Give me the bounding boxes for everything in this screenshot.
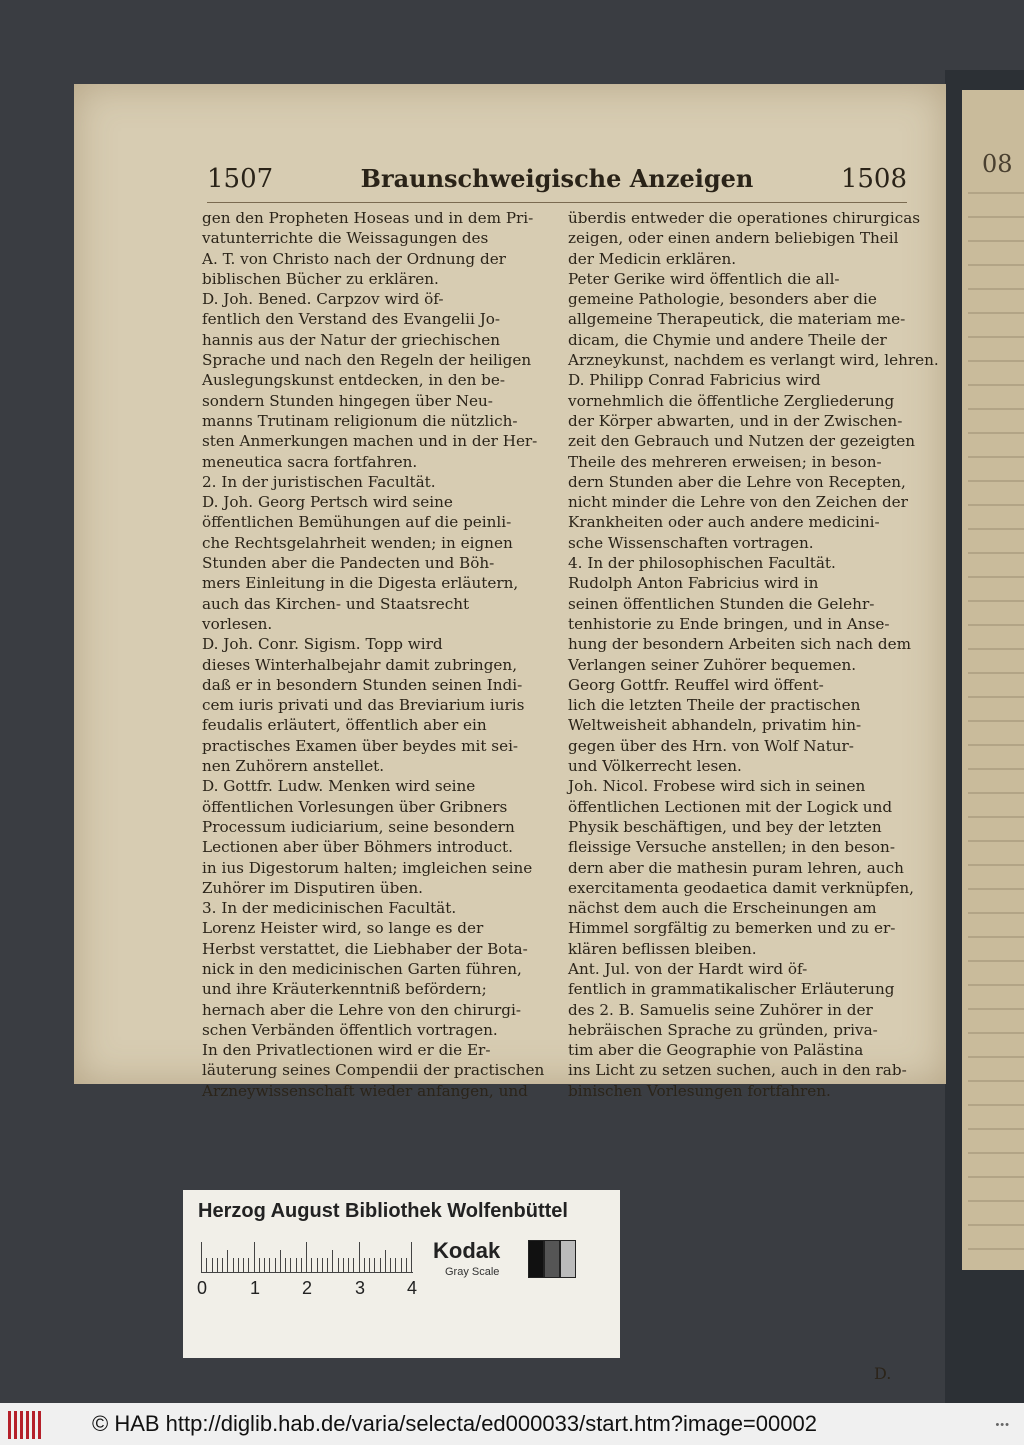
library-name: Herzog August Bibliothek Wolfenbüttel	[198, 1200, 568, 1222]
text-line: D. Joh. Bened. Carpzov wird öf-	[202, 290, 444, 309]
text-line: vatunterrichte die Weissagungen des	[202, 229, 489, 248]
copyright-link[interactable]: © HAB http://diglib.hab.de/varia/selecta/ed000033/start.htm?image=00002	[92, 1411, 817, 1436]
scale-tick	[364, 1258, 365, 1272]
scale-tick	[359, 1242, 360, 1272]
text-line: lich die letzten Theile der practischen	[568, 696, 861, 715]
text-line: Lorenz Heister wird, so lange es der	[202, 919, 484, 938]
text-line: Ant. Jul. von der Hardt wird öf-	[568, 959, 808, 978]
text-line: 4. In der philosophischen Facultät.	[568, 554, 836, 573]
scale-tick	[348, 1258, 349, 1272]
scale-tick	[264, 1258, 265, 1272]
text-line: Zuhörer im Disputiren üben.	[202, 878, 423, 897]
scale-number: 0	[197, 1278, 208, 1298]
text-line: hernach aber die Lehre von den chirurgi-	[202, 1000, 521, 1019]
scale-tick	[243, 1258, 244, 1272]
text-line: vornehmlich die öffentliche Zergliederung	[568, 391, 895, 410]
scale-tick	[322, 1258, 323, 1272]
text-line: auch das Kirchen- und Staatsrecht	[202, 594, 470, 613]
text-line: D. Joh. Georg Pertsch wird seine	[202, 493, 453, 512]
text-line: fentlich den Verstand des Evangelii Jo-	[202, 310, 501, 329]
text-line: des 2. B. Samuelis seine Zuhörer in der	[568, 1000, 873, 1019]
text-line: practisches Examen über beydes mit sei-	[202, 736, 519, 755]
text-line: öffentlichen Bemühungen auf die peinli-	[202, 513, 512, 532]
scale-tick	[233, 1258, 234, 1272]
scale-tick	[275, 1258, 276, 1272]
text-line: D. Gottfr. Ludw. Menken wird seine	[202, 777, 476, 796]
text-line: fleissige Versuche anstellen; in den beson-	[568, 838, 895, 857]
text-line: D. Philipp Conrad Fabricius wird	[568, 371, 821, 390]
text-line: exercitamenta geodaetica damit verknüpfen,	[568, 878, 914, 897]
text-line: dicam, die Chymie und andere Theile der	[568, 330, 887, 349]
text-line: Sprache und nach den Regeln der heiligen	[202, 351, 532, 370]
text-line: feudalis erläutert, öffentlich aber ein	[202, 716, 487, 735]
scale-tick	[254, 1242, 255, 1272]
text-line: sondern Stunden hingegen über Neu-	[202, 391, 493, 410]
text-line: ins Licht zu setzen suchen, auch in den rab-	[568, 1061, 907, 1080]
text-line: Verlangen seiner Zuhörer bequemen.	[568, 655, 857, 674]
scale-tick	[338, 1258, 339, 1272]
facing-page-text-shadow	[968, 170, 1024, 1270]
scale-tick	[217, 1258, 218, 1272]
gray-scale-label: Gray Scale	[445, 1266, 500, 1278]
scale-tick	[222, 1258, 223, 1272]
measuring-scale	[201, 1240, 413, 1273]
text-line: Arzneykunst, nachdem es verlangt wird, lehren.	[568, 351, 939, 370]
scale-tick	[406, 1258, 407, 1272]
scale-tick	[353, 1258, 354, 1272]
text-line: schen Verbänden öffentlich vortragen.	[202, 1020, 498, 1039]
text-line: gegen über des Hrn. von Wolf Natur-	[568, 736, 854, 755]
text-line: Peter Gerike wird öffentlich die all-	[568, 269, 840, 288]
text-line: Theile des mehreren erweisen; in beson-	[568, 452, 882, 471]
scale-tick	[327, 1258, 328, 1272]
scale-number: 2	[302, 1278, 313, 1298]
text-line: sten Anmerkungen machen und in der Her-	[202, 432, 538, 451]
text-line: 3. In der medicinischen Facultät.	[202, 899, 457, 918]
scale-tick	[343, 1258, 344, 1272]
text-line: Auslegungskunst entdecken, in den be-	[202, 371, 506, 390]
right-page-number: 1508	[840, 164, 907, 194]
text-line: D. Joh. Conr. Sigism. Topp wird	[202, 635, 443, 654]
kodak-logo: Kodak	[433, 1238, 501, 1263]
scale-tick	[206, 1258, 207, 1272]
text-line: in ius Digestorum halten; imgleichen seine	[202, 858, 533, 877]
gray-patch-black	[528, 1240, 544, 1278]
text-line: dieses Winterhalbejahr damit zubringen,	[202, 655, 518, 674]
hab-logo-icon	[8, 1411, 46, 1439]
text-line: gen den Propheten Hoseas und in dem Pri-	[202, 209, 534, 227]
text-line: nick in den medicinischen Garten führen,	[202, 959, 522, 978]
text-line: Stunden aber die Pandecten und Böh-	[202, 554, 495, 573]
scale-tick	[248, 1258, 249, 1272]
text-line: cem iuris privati und das Breviarium iuris	[202, 696, 525, 715]
facing-page-number: 08	[982, 150, 1013, 178]
scale-tick	[317, 1258, 318, 1272]
text-line: öffentlichen Vorlesungen über Gribners	[202, 797, 508, 816]
text-line: Lectionen aber über Böhmers introduct.	[202, 838, 513, 857]
text-line: vorlesen.	[202, 614, 273, 633]
text-line: Arzneywissenschaft wieder anfangen, und	[202, 1081, 528, 1100]
text-line: läuterung seines Compendii der practischen	[202, 1061, 545, 1080]
text-line: zeigen, oder einen andern beliebigen Theil	[568, 229, 899, 248]
scale-tick	[259, 1258, 260, 1272]
library-color-card	[183, 1190, 620, 1358]
text-line: der Medicin erklären.	[568, 249, 737, 268]
text-column-left	[202, 208, 544, 1101]
text-line: seinen öffentlichen Stunden die Gelehr-	[568, 594, 875, 613]
text-line: In den Privatlectionen wird er die Er-	[202, 1041, 491, 1060]
text-line: Georg Gottfr. Reuffel wird öffent-	[568, 675, 824, 694]
scale-tick	[401, 1258, 402, 1272]
gray-patch-dark	[544, 1240, 560, 1278]
text-line: hannis aus der Natur der griechischen	[202, 330, 501, 349]
scale-tick	[301, 1258, 302, 1272]
text-line: meneutica sacra fortfahren.	[202, 452, 418, 471]
header-rule	[207, 202, 907, 203]
text-line: binischen Vorlesungen fortfahren.	[568, 1081, 831, 1100]
scale-tick	[290, 1258, 291, 1272]
text-line: nächst dem auch die Erscheinungen am	[568, 899, 877, 918]
text-line: öffentlichen Lectionen mit der Logick und	[568, 797, 893, 816]
scale-tick	[390, 1258, 391, 1272]
text-line: gemeine Pathologie, besonders aber die	[568, 290, 877, 309]
scale-tick	[411, 1242, 412, 1272]
scale-tick	[395, 1258, 396, 1272]
text-line: Weltweisheit abhandeln, privatim hin-	[568, 716, 862, 735]
text-line: fentlich in grammatikalischer Erläuterung	[568, 980, 895, 999]
scale-number: 3	[355, 1278, 366, 1298]
text-line: klären beflissen bleiben.	[568, 939, 757, 958]
left-page-number: 1507	[207, 164, 274, 194]
text-line: Herbst verstattet, die Liebhaber der Bota-	[202, 939, 528, 958]
scale-tick	[306, 1242, 307, 1272]
text-line: tenhistorie zu Ende bringen, und in Anse-	[568, 614, 890, 633]
text-line: che Rechtsgelahrheit wenden; in eignen	[202, 533, 513, 552]
text-line: Physik beschäftigen, und bey der letzten	[568, 817, 882, 836]
text-line: hung der besondern Arbeiten sich nach dem	[568, 635, 912, 654]
scale-tick	[285, 1258, 286, 1272]
text-line: dern Stunden aber die Lehre von Recepten,	[568, 472, 906, 491]
scale-tick	[269, 1258, 270, 1272]
text-line: Krankheiten oder auch andere medicini-	[568, 513, 880, 532]
scale-tick	[332, 1250, 333, 1272]
text-line: biblischen Bücher zu erklären.	[202, 269, 439, 288]
text-line: Processum iudiciarium, seine besondern	[202, 817, 515, 836]
gray-patch-light	[560, 1240, 576, 1278]
text-line: mers Einleitung in die Digesta erläutern,	[202, 574, 519, 593]
scale-tick	[201, 1242, 202, 1272]
scale-number: 1	[250, 1278, 261, 1298]
text-line: nen Zuhörern anstellet.	[202, 757, 385, 776]
text-line: manns Trutinam religionum die nützlich-	[202, 411, 518, 430]
scale-tick	[369, 1258, 370, 1272]
text-line: und Völkerrecht lesen.	[568, 757, 742, 776]
text-line: der Körper abwarten, und in der Zwischen-	[568, 411, 903, 430]
catchword: D.	[874, 1364, 892, 1383]
scale-tick	[374, 1258, 375, 1272]
scale-tick	[227, 1250, 228, 1272]
scale-tick	[385, 1250, 386, 1272]
scale-tick	[296, 1258, 297, 1272]
text-line: allgemeine Therapeutick, die materiam me-	[568, 310, 906, 329]
facing-page-edge	[962, 90, 1024, 1270]
text-line: und ihre Kräuterkenntniß befördern;	[202, 980, 487, 999]
scale-tick	[311, 1258, 312, 1272]
text-line: tim aber die Geographie von Palästina	[568, 1041, 864, 1060]
scale-tick	[280, 1250, 281, 1272]
text-line: daß er in besondern Stunden seinen Indi-	[202, 675, 523, 694]
text-line: hebräischen Sprache zu gründen, priva-	[568, 1020, 878, 1039]
text-line: Joh. Nicol. Frobese wird sich in seinen	[568, 777, 866, 796]
scale-tick	[238, 1258, 239, 1272]
text-line: überdis entweder die operationes chirurgicas	[568, 209, 921, 227]
running-header	[207, 164, 907, 200]
text-line: 2. In der juristischen Facultät.	[202, 472, 436, 491]
text-line: nicht minder die Lehre von den Zeichen der	[568, 493, 908, 512]
text-line: Himmel sorgfältig zu bemerken und zu er-	[568, 919, 896, 938]
scale-tick	[212, 1258, 213, 1272]
text-column-right	[568, 208, 939, 1101]
scale-tick	[380, 1258, 381, 1272]
viewer-footer	[0, 1403, 1024, 1445]
menu-dots-icon[interactable]: •••	[995, 1419, 1010, 1431]
scale-number: 4	[407, 1278, 418, 1298]
text-line: A. T. von Christo nach der Ordnung der	[202, 249, 506, 268]
text-line: zeit den Gebrauch und Nutzen der gezeigten	[568, 432, 915, 451]
running-title: Braunschweigische Anzeigen	[360, 164, 754, 193]
text-line: Rudolph Anton Fabricius wird in	[568, 574, 819, 593]
text-line: sche Wissenschaften vortragen.	[568, 533, 814, 552]
text-line: dern aber die mathesin puram lehren, auch	[568, 858, 904, 877]
